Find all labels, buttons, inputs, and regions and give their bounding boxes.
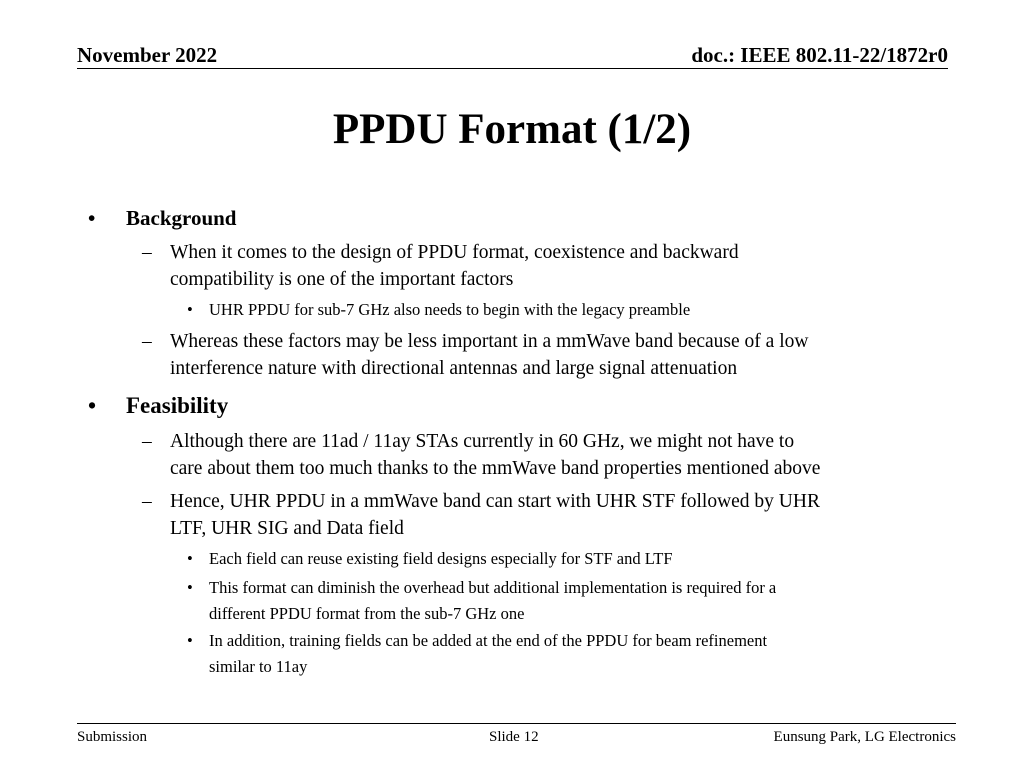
sub-bullet-line: Although there are 11ad / 11ay STAs currently in 60 GHz, we might not have to bbox=[170, 431, 795, 452]
bullet-marker: • bbox=[187, 549, 193, 568]
footer-submission: Submission bbox=[77, 729, 148, 745]
bullet-background bbox=[88, 205, 237, 231]
sub-bullet-line: When it comes to the design of PPDU format, coexistence and backward bbox=[170, 242, 739, 263]
header-doc-id: doc.: IEEE 802.11-22/1872r0 bbox=[691, 43, 948, 67]
header-date: November 2022 bbox=[77, 43, 218, 67]
dash-marker: – bbox=[142, 491, 152, 512]
sub-sub-bullet-line: This format can diminish the overhead but additional implementation is required for a bbox=[209, 578, 777, 597]
sub-sub-bullet-line: different PPDU format from the sub-7 GHz one bbox=[209, 604, 525, 623]
footer-author: Eunsung Park, LG Electronics bbox=[773, 729, 956, 745]
dash-marker: – bbox=[142, 331, 152, 352]
sub-sub-bullet-overhead bbox=[187, 575, 777, 627]
bullet-marker: • bbox=[187, 300, 193, 319]
sub-sub-bullet-line: UHR PPDU for sub-7 GHz also needs to begin with the legacy preamble bbox=[209, 300, 691, 319]
sub-bullet-line: Whereas these factors may be less important in a mmWave band because of a low bbox=[170, 331, 809, 352]
sub-sub-bullet-legacy-preamble bbox=[187, 297, 691, 323]
dash-marker: – bbox=[142, 431, 152, 452]
sub-bullet-line: care about them too much thanks to the mmWave band properties mentioned above bbox=[170, 458, 821, 479]
sub-bullet-line: interference nature with directional antennas and large signal attenuation bbox=[170, 358, 738, 379]
sub-sub-bullet-reuse-fields bbox=[187, 546, 673, 572]
bullet-marker: • bbox=[187, 631, 193, 650]
bullet-feasibility bbox=[88, 392, 229, 420]
sub-sub-bullet-line: similar to 11ay bbox=[209, 657, 308, 676]
sub-bullet-line: LTF, UHR SIG and Data field bbox=[170, 518, 404, 539]
sub-bullet-uhr-ppdu bbox=[142, 488, 820, 542]
bullet-marker: • bbox=[88, 206, 96, 230]
sub-sub-bullet-training-fields bbox=[187, 628, 768, 680]
sub-bullet-line: Hence, UHR PPDU in a mmWave band can start with UHR STF followed by UHR bbox=[170, 491, 820, 512]
bullet-label-feasibility: Feasibility bbox=[126, 393, 229, 418]
sub-bullet-mmwave-factors bbox=[142, 328, 809, 382]
slide-title: PPDU Format (1/2) bbox=[332, 106, 692, 153]
dash-marker: – bbox=[142, 242, 152, 263]
footer-slide-number: Slide 12 bbox=[489, 729, 539, 745]
footer-divider bbox=[77, 723, 956, 724]
bullet-label-background: Background bbox=[126, 206, 237, 230]
sub-sub-bullet-line: Each field can reuse existing field designs especially for STF and LTF bbox=[209, 549, 673, 568]
sub-sub-bullet-line: In addition, training fields can be added at the end of the PPDU for beam refinement bbox=[209, 631, 768, 650]
bullet-marker: • bbox=[187, 578, 193, 597]
bullet-marker: • bbox=[88, 393, 97, 418]
sub-bullet-line: compatibility is one of the important factors bbox=[170, 269, 514, 290]
sub-bullet-coexistence bbox=[142, 239, 739, 293]
sub-bullet-11ad-11ay bbox=[142, 428, 821, 482]
